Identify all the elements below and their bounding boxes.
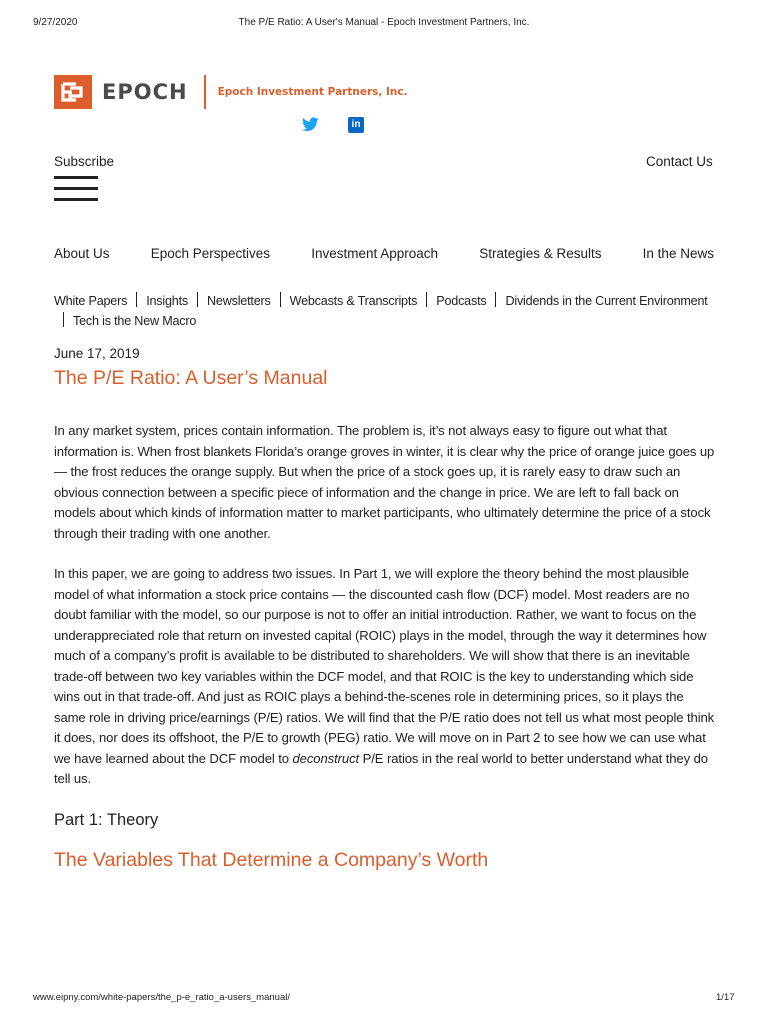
logo-divider (204, 75, 206, 109)
subnav-tech-macro[interactable]: Tech is the New Macro (73, 314, 197, 328)
subnav-dividends[interactable]: Dividends in the Current Environment (505, 294, 708, 308)
article-date: June 17, 2019 (54, 346, 140, 361)
nav-epoch-perspectives[interactable]: Epoch Perspectives (150, 246, 271, 261)
article-paragraph-2 (54, 564, 716, 790)
print-page-number: 1/17 (716, 992, 735, 1003)
subnav-divider (280, 292, 281, 307)
emphasis-deconstruct: deconstruct (292, 750, 360, 766)
subscribe-link[interactable]: Subscribe (54, 154, 115, 169)
epoch-wordmark: EPOCH (102, 80, 188, 104)
subnav-podcasts[interactable]: Podcasts (436, 294, 487, 308)
linkedin-icon[interactable]: in (348, 117, 364, 133)
firm-name: Epoch Investment Partners, Inc. (217, 86, 408, 98)
subnav-webcasts[interactable]: Webcasts & Transcripts (289, 294, 418, 308)
nav-investment-approach[interactable]: Investment Approach (311, 246, 439, 261)
subnav-divider (63, 312, 64, 327)
subnav-newsletters[interactable]: Newsletters (207, 294, 271, 308)
print-date: 9/27/2020 (33, 17, 78, 28)
nav-strategies-results[interactable]: Strategies & Results (479, 246, 602, 261)
subnav-white-papers[interactable]: White Papers (54, 294, 128, 308)
epoch-logo[interactable] (54, 74, 408, 110)
subnav-divider (197, 292, 198, 307)
nav-about-us[interactable]: About Us (54, 246, 110, 261)
hamburger-menu-icon[interactable] (54, 176, 98, 209)
subnav-insights[interactable]: Insights (146, 294, 189, 308)
print-doc-title: The P/E Ratio: A User's Manual - Epoch Investment Partners, Inc. (238, 17, 530, 28)
sub-nav (54, 291, 714, 331)
paragraph-2-text-end: P/E ratios in the real world to better understand what they do tell us. (54, 750, 708, 786)
paragraph-2-text: In this paper, we are going to address two issues. In Part 1, we will explore the theory behind the most plausible model of what information a stock price contains — the discounted cash flow (DCF) model. Most readers are no doubt familiar with the model, so our purpose is not to offer an initial introduction. Rather, we want to focus on the underappreciated role that return on invested capital (ROIC) plays in the model, through the way it determines how much of a company’s profit is available to be distributed to shareholders. We will show that there is an inevitable trade-off between two key variables within the DCF model, and that ROIC is the key to understanding which side wins out in that trade-off. And just as ROIC plays a behind-the-scenes role in determining prices, so it plays the same role in driving price/earnings (P/E) ratios. We will find that the P/E ratio does not tell us what most people think it does, nor does its offshoot, the P/E to growth (PEG) ratio. We will move on in Part 2 to see how we can use what we have learned about the DCF model to (54, 566, 715, 766)
nav-in-the-news[interactable]: In the News (642, 246, 714, 261)
print-url: www.eipny.com/white-papers/the_p-e_ratio_a-users_manual/ (33, 992, 290, 1003)
contact-us-link[interactable]: Contact Us (646, 154, 713, 169)
article-paragraph-1: In any market system, prices contain information. The problem is, it’s not always easy to figure out what that information is. When frost blankets Florida’s orange groves in winter, it is clear why the price of orange juice goes up — the frost reduces the orange supply. But when the price of a stock goes up, it is rarely easy to draw such an obvious connection between a specific piece of information and the change in price. We are left to fall back on models about which kinds of information matter to market participants, who ultimately determine the price of a stock through their trading with one another. (54, 423, 715, 541)
twitter-icon[interactable] (302, 117, 318, 133)
epoch-logo-mark-icon (54, 75, 92, 109)
part-heading: Part 1: Theory (54, 811, 159, 829)
subnav-divider (426, 292, 427, 307)
main-nav (54, 246, 714, 261)
subnav-divider (136, 292, 137, 307)
subnav-divider (495, 292, 496, 307)
article-title: The P/E Ratio: A User’s Manual (54, 367, 328, 389)
section-heading: The Variables That Determine a Company’s Worth (54, 849, 489, 871)
